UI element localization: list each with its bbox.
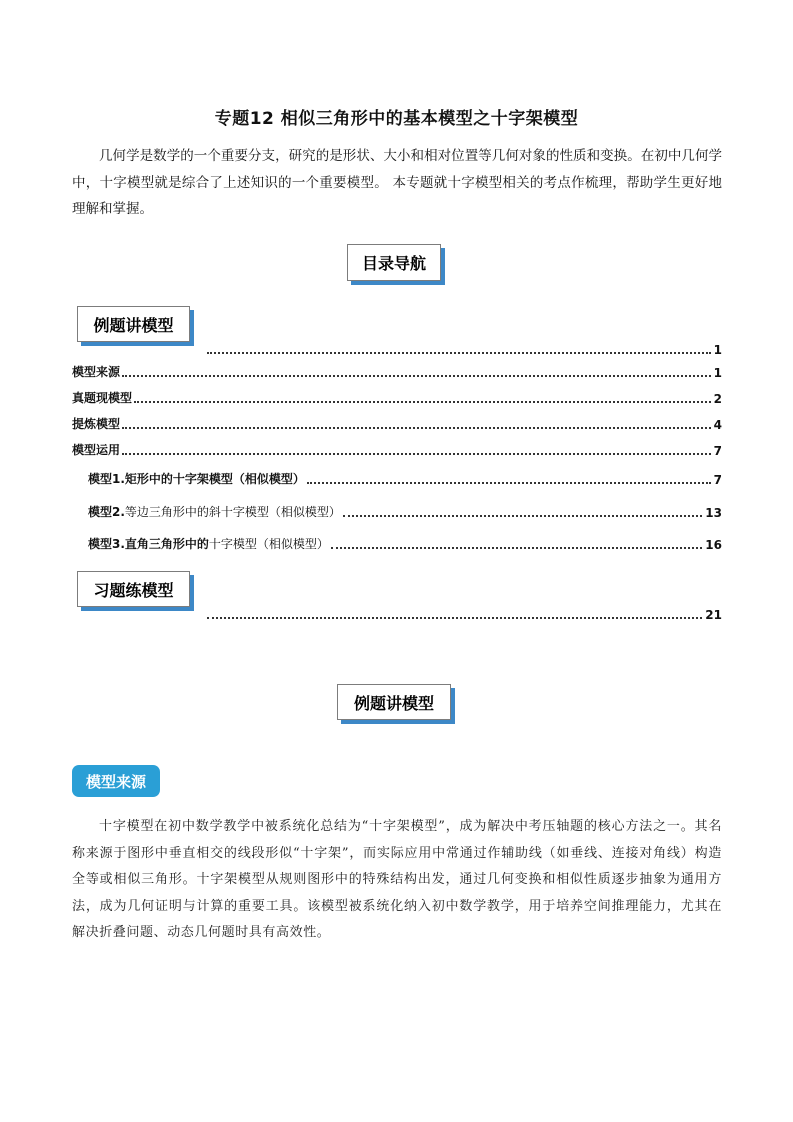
subsection-pill: 模型来源 xyxy=(72,765,160,797)
toc-page: 1 xyxy=(713,343,722,357)
body-paragraph: 十字模型在初中数学教学中被系统化总结为“十字架模型”，成为解决中考压轴题的核心方法之一。其名称来源于图形中垂直相交的线段形似“十字架”，而实际应用中常通过作辅助线（如垂线、连接对角线）构造全等或相似三角形。十字架模型从规则图形中的特殊结构出发，通过几何变换和相似性质逐步抽象为通用方法，成为几何证明与计算的重要工具。该模型被系统化纳入初中数学教学，用于培养空间推理能力，尤其在解决折叠问题、动态几何题时具有高效性。 xyxy=(72,819,722,940)
section-box-exercises[interactable] xyxy=(77,571,190,607)
toc-line-examples[interactable] xyxy=(205,341,722,357)
toc-page: 16 xyxy=(705,538,722,552)
toc-leader-dots xyxy=(331,547,702,549)
section-label-exercises: 习题练模型 xyxy=(93,580,174,600)
toc-label: 模型来源 xyxy=(72,365,121,379)
toc-subitem-model-3[interactable] xyxy=(88,536,722,552)
nav-heading: 目录导航 xyxy=(361,254,426,273)
toc-leader-dots xyxy=(207,352,711,354)
toc-leader-dots xyxy=(343,515,702,517)
toc-leader-dots xyxy=(207,617,702,619)
toc-item-model-source[interactable] xyxy=(72,364,722,380)
toc-page: 13 xyxy=(705,506,722,520)
section-heading-box xyxy=(337,684,451,720)
toc-line-exercises[interactable] xyxy=(205,606,722,622)
toc-leader-dots xyxy=(122,375,711,377)
section-box-examples[interactable] xyxy=(77,306,190,342)
toc-leader-dots xyxy=(122,427,711,429)
toc-leader-dots xyxy=(122,453,711,455)
toc-label: 模型2.等边三角形中的斜十字模型（相似模型） xyxy=(88,505,341,519)
toc-leader-dots xyxy=(307,482,711,484)
toc-item-refine-model[interactable] xyxy=(72,416,722,432)
toc-label: 真题现模型 xyxy=(72,391,133,405)
toc-page: 1 xyxy=(713,366,722,380)
section-heading: 例题讲模型 xyxy=(353,693,434,713)
toc-label: 模型3.直角三角形中的十字模型（相似模型） xyxy=(88,537,329,551)
toc-item-real-questions[interactable] xyxy=(72,390,722,406)
intro-paragraph: 几何学是数学的一个重要分支，研究的是形状、大小和相对位置等几何对象的性质和变换。在初中几何学中，十字模型就是综合了上述知识的一个重要模型。 本专题就十字模型相关的考点作梳理，帮助学生更好地理解和掌握。 xyxy=(72,148,722,217)
toc-subitem-model-2[interactable] xyxy=(88,504,722,520)
toc-label: 提炼模型 xyxy=(72,417,121,431)
toc-page: 7 xyxy=(713,444,722,458)
toc-page: 2 xyxy=(713,392,722,406)
toc-page: 21 xyxy=(705,608,722,622)
nav-heading-box xyxy=(347,244,441,281)
toc-page: 7 xyxy=(713,473,722,487)
toc-leader-dots xyxy=(134,401,711,403)
toc-page: 4 xyxy=(713,418,722,432)
toc-item-model-application[interactable] xyxy=(72,442,722,458)
page-title: 专题12 相似三角形中的基本模型之十字架模型 xyxy=(214,109,579,129)
section-label-examples: 例题讲模型 xyxy=(93,315,174,335)
toc-label: 模型运用 xyxy=(72,443,121,457)
toc-subitem-model-1[interactable] xyxy=(88,471,722,487)
toc-label: 模型1.矩形中的十字架模型（相似模型） xyxy=(88,472,305,486)
